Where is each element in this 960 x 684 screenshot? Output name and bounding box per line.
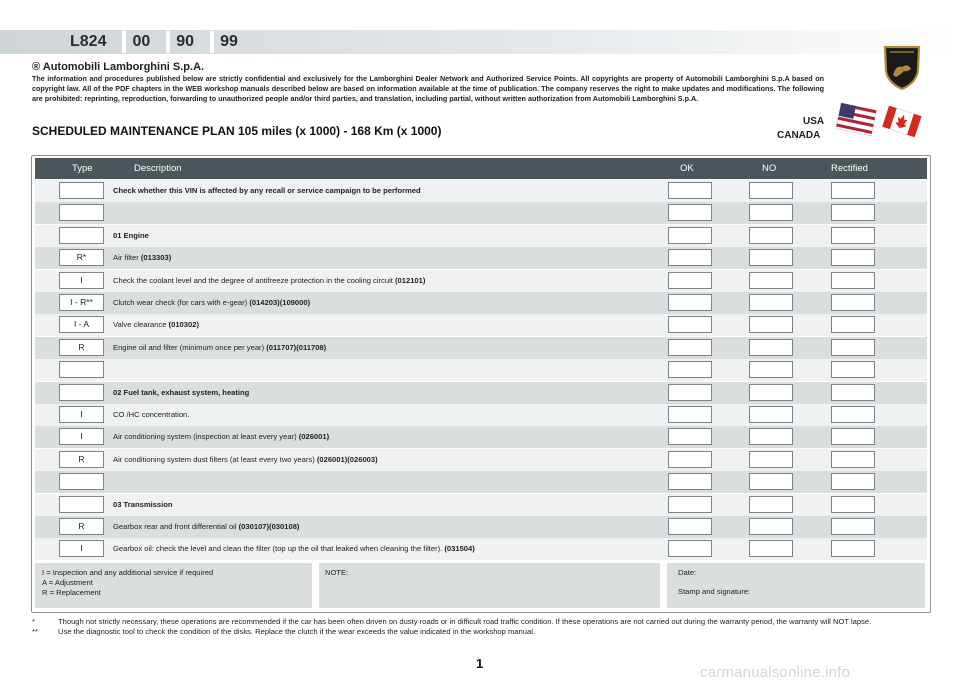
code-99: 99 xyxy=(210,31,248,53)
ok-checkbox[interactable] xyxy=(668,249,712,266)
page-number: 1 xyxy=(476,656,484,671)
legal-brand: ® Automobili Lamborghini S.p.A. xyxy=(32,61,205,73)
description-text: Gearbox oil: check the level and clean the filter (top up the oil that leaked when cleaning the filter). xyxy=(113,544,445,554)
footnote-mark: ** xyxy=(32,627,38,636)
operation-description xyxy=(113,343,326,352)
ok-checkbox[interactable] xyxy=(668,204,712,221)
type-cell: R xyxy=(59,451,104,468)
header-description: Description xyxy=(134,163,182,174)
header-no: NO xyxy=(762,163,777,174)
ok-checkbox[interactable] xyxy=(668,473,712,490)
table-row xyxy=(35,180,927,202)
description-text: 02 Fuel tank, exhaust system, heating xyxy=(113,387,250,397)
table-row xyxy=(35,202,927,224)
type-cell xyxy=(59,227,104,244)
no-checkbox[interactable] xyxy=(749,428,793,445)
description-text: Air conditioning system dust filters (at least every two years) xyxy=(113,454,317,464)
table-row xyxy=(35,449,927,471)
type-cell: I - A xyxy=(59,316,104,333)
operation-description xyxy=(113,320,199,329)
no-checkbox[interactable] xyxy=(749,406,793,423)
section-heading xyxy=(113,186,421,195)
operation-codes: (014203)(109000) xyxy=(249,298,311,307)
type-cell: I - R** xyxy=(59,294,104,311)
footnote-1 xyxy=(32,617,930,627)
operation-codes: (013303) xyxy=(140,253,172,263)
operation-codes: (011707)(011708) xyxy=(266,342,327,352)
type-cell xyxy=(59,182,104,199)
table-row xyxy=(35,382,927,404)
rectified-checkbox[interactable] xyxy=(831,272,875,289)
type-cell xyxy=(59,204,104,221)
operation-codes: (026001)(026003) xyxy=(316,454,378,464)
maintenance-table xyxy=(31,155,931,613)
table-row xyxy=(35,314,927,336)
no-checkbox[interactable] xyxy=(749,249,793,266)
no-checkbox[interactable] xyxy=(749,473,793,490)
table-row xyxy=(35,292,927,314)
no-checkbox[interactable] xyxy=(749,540,793,557)
legal-text: The information and procedures published below are strictly confidential and exclusively for the Lamborghini Dealer Network and Authorized Service Points. All copyrights are property of Automobili Lamborghini S.p.A based on copyright law. All of the PDF chapters in the WEB workshop manuals described below are based on information available at the time of publication. The company reserves the right to make updates and modifications. The following are prohibited: reprinting, reproduction, forwarding to unauthorized people and/or third parties, and translation, including partial, without written authorization from Automobili Lamborghini S.p.A. xyxy=(32,74,824,104)
code-l824: L824 xyxy=(70,33,107,50)
operation-codes: (010302) xyxy=(168,320,199,330)
rectified-checkbox[interactable] xyxy=(831,540,875,557)
code-90: 90 xyxy=(166,31,204,53)
table-row xyxy=(35,337,927,359)
footnotes xyxy=(32,617,930,637)
code-00: 00 xyxy=(122,31,160,53)
legend-inspection: I = Inspection and any additional service if required xyxy=(42,568,214,577)
no-checkbox[interactable] xyxy=(749,496,793,513)
table-row xyxy=(35,225,927,247)
legal-notice xyxy=(32,61,824,105)
description-text: 03 Transmission xyxy=(113,499,173,509)
ok-checkbox[interactable] xyxy=(668,518,712,535)
operation-description xyxy=(113,276,425,285)
operation-description xyxy=(113,544,475,553)
no-checkbox[interactable] xyxy=(749,316,793,333)
country-usa: USA xyxy=(803,116,825,127)
ok-checkbox[interactable] xyxy=(668,182,712,199)
type-cell xyxy=(59,473,104,490)
type-cell xyxy=(59,384,104,401)
operation-codes: (030107)(030108) xyxy=(238,522,300,531)
footnote-2 xyxy=(32,627,930,637)
type-cell: I xyxy=(59,272,104,289)
no-checkbox[interactable] xyxy=(749,339,793,356)
type-cell: R xyxy=(59,518,104,535)
document-codes xyxy=(70,31,248,53)
rectified-checkbox[interactable] xyxy=(831,496,875,513)
no-checkbox[interactable] xyxy=(749,272,793,289)
canada-flag-icon xyxy=(882,106,921,137)
type-cell: R* xyxy=(59,249,104,266)
table-row xyxy=(35,359,927,381)
ok-checkbox[interactable] xyxy=(668,496,712,513)
no-checkbox[interactable] xyxy=(749,451,793,468)
section-heading xyxy=(113,500,173,509)
no-checkbox[interactable] xyxy=(749,204,793,221)
operation-description xyxy=(113,455,378,464)
operation-codes: (012101) xyxy=(395,275,426,285)
rectified-checkbox[interactable] xyxy=(831,406,875,423)
description-text: Check whether this VIN is affected by any recall or service campaign to be performed xyxy=(113,186,421,195)
description-text: Valve clearance xyxy=(113,320,169,330)
ok-checkbox[interactable] xyxy=(668,406,712,423)
table-row xyxy=(35,494,927,516)
rectified-checkbox[interactable] xyxy=(831,518,875,535)
type-cell xyxy=(59,496,104,513)
operation-codes: (031504) xyxy=(444,544,475,554)
watermark: carmanualsonline.info xyxy=(700,664,851,681)
flags xyxy=(834,100,922,150)
date-label: Date: xyxy=(678,568,697,577)
description-text: Clutch wear check (for cars with e-gear) xyxy=(113,298,250,307)
description-text: CO /HC concentration. xyxy=(113,410,190,419)
table-row xyxy=(35,404,927,426)
table-header xyxy=(35,158,927,179)
no-checkbox[interactable] xyxy=(749,518,793,535)
type-cell: R xyxy=(59,339,104,356)
note-box[interactable] xyxy=(319,563,660,608)
no-checkbox[interactable] xyxy=(749,294,793,311)
rectified-checkbox[interactable] xyxy=(831,451,875,468)
ok-checkbox[interactable] xyxy=(668,361,712,378)
section-heading xyxy=(113,388,249,397)
table-row xyxy=(35,538,927,560)
operation-description xyxy=(113,522,299,531)
header-rectified: Rectified xyxy=(831,163,868,174)
operation-description xyxy=(113,432,329,441)
operation-description xyxy=(113,298,310,307)
ok-checkbox[interactable] xyxy=(668,428,712,445)
section-heading xyxy=(113,231,149,240)
ok-checkbox[interactable] xyxy=(668,294,712,311)
type-cell: I xyxy=(59,540,104,557)
country-canada: CANADA xyxy=(777,130,821,141)
footnote-text: Though not strictly necessary, these operations are recommended if the car has been often driven on dusty roads or in difficult road traffic condition. If these operations are not carried out during the warranty period, the warranty will NOT lapse. xyxy=(58,617,872,626)
rectified-checkbox[interactable] xyxy=(831,294,875,311)
table-row xyxy=(35,247,927,269)
signature-label: Stamp and signature: xyxy=(678,586,751,596)
legend-adjustment: A = Adjustment xyxy=(42,577,93,587)
type-cell: I xyxy=(59,428,104,445)
rectified-checkbox[interactable] xyxy=(831,249,875,266)
usa-flag-icon xyxy=(836,103,877,136)
type-cell xyxy=(59,361,104,378)
description-text: Check the coolant level and the degree of antifreeze protection in the cooling circuit xyxy=(113,275,395,285)
table-row xyxy=(35,471,927,493)
ok-checkbox[interactable] xyxy=(668,384,712,401)
lamborghini-shield-logo-icon xyxy=(882,45,922,91)
header-type: Type xyxy=(72,163,93,174)
ok-checkbox[interactable] xyxy=(668,451,712,468)
operation-description xyxy=(113,410,189,419)
date-signature-box[interactable] xyxy=(667,563,925,608)
table-row xyxy=(35,516,927,538)
description-text: Air filter xyxy=(113,253,141,263)
rectified-checkbox[interactable] xyxy=(831,182,875,199)
description-text: Engine oil and filter (minimum once per year) xyxy=(113,342,267,352)
no-checkbox[interactable] xyxy=(749,361,793,378)
description-text: Air conditioning system (inspection at least every year) xyxy=(113,432,299,442)
operation-description xyxy=(113,253,171,262)
header-ok: OK xyxy=(680,163,694,174)
ok-checkbox[interactable] xyxy=(668,339,712,356)
type-cell: I xyxy=(59,406,104,423)
ok-checkbox[interactable] xyxy=(668,540,712,557)
no-checkbox[interactable] xyxy=(749,182,793,199)
plan-title: SCHEDULED MAINTENANCE PLAN 105 miles (x 1000) - 168 Km (x 1000) xyxy=(32,124,442,138)
ok-checkbox[interactable] xyxy=(668,272,712,289)
legend-box xyxy=(35,563,312,608)
ok-checkbox[interactable] xyxy=(668,316,712,333)
rectified-checkbox[interactable] xyxy=(831,339,875,356)
operation-codes: (026001) xyxy=(298,432,330,442)
rectified-checkbox[interactable] xyxy=(831,316,875,333)
footnote-text: Use the diagnostic tool to check the condition of the disks. Replace the clutch if the wear exceeds the value indicated in the workshop manual. xyxy=(58,627,535,636)
rectified-checkbox[interactable] xyxy=(831,227,875,244)
table-row xyxy=(35,270,927,292)
legend-replacement: R = Replacement xyxy=(42,587,101,597)
description-text: 01 Engine xyxy=(113,230,149,240)
rectified-checkbox[interactable] xyxy=(831,384,875,401)
rectified-checkbox[interactable] xyxy=(831,428,875,445)
no-checkbox[interactable] xyxy=(749,227,793,244)
table-row xyxy=(35,426,927,448)
rectified-checkbox[interactable] xyxy=(831,361,875,378)
note-label: NOTE: xyxy=(325,568,349,577)
no-checkbox[interactable] xyxy=(749,384,793,401)
rectified-checkbox[interactable] xyxy=(831,204,875,221)
description-text: Gearbox rear and front differential oil xyxy=(113,522,239,531)
ok-checkbox[interactable] xyxy=(668,227,712,244)
footnote-mark: * xyxy=(32,617,35,626)
rectified-checkbox[interactable] xyxy=(831,473,875,490)
